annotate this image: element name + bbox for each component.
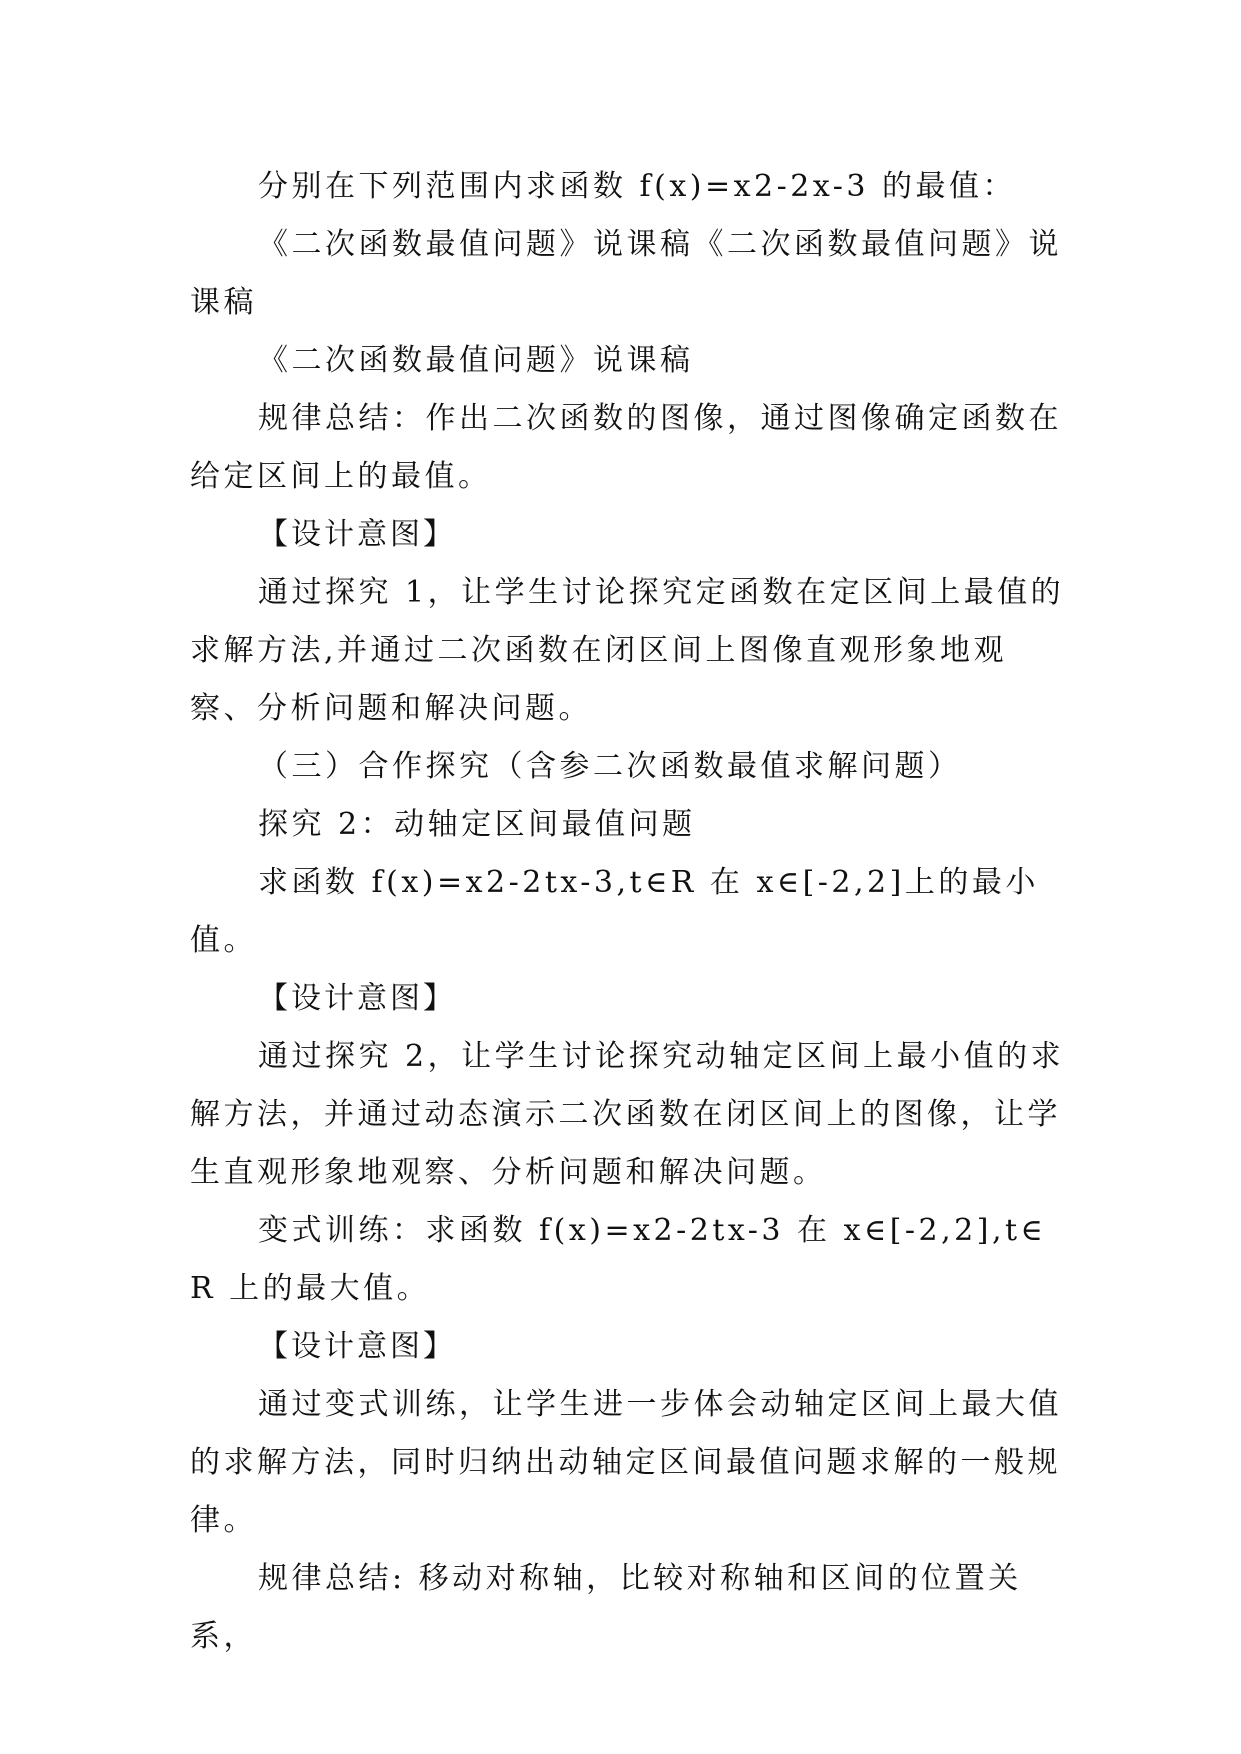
heading-design-intent-2: 【设计意图】 — [258, 981, 456, 1016]
paragraph-section-3: （三）合作探究（含参二次函数最值求解问题） — [258, 749, 962, 784]
paragraph-rule-summary-1: 规律总结：作出二次函数的图像，通过图像确定函数在给定区间上的最值。 — [190, 401, 1062, 494]
heading-design-intent-1: 【设计意图】 — [258, 517, 456, 552]
paragraph-variant-training: 变式训练：求函数 f(x)=x2-2tx-3 在 x∈[-2,2],t∈R 上的最大值。 — [190, 1213, 1047, 1306]
paragraph-rule-summary-2: 规律总结: 移动对称轴，比较对称轴和区间的位置关系， — [190, 1561, 1022, 1654]
paragraph-intro: 分别在下列范围内求函数 f(x)=x2-2x-3 的最值： — [258, 169, 1016, 204]
paragraph-title: 《二次函数最值问题》说课稿 — [258, 343, 694, 378]
document-body — [190, 158, 1070, 1666]
paragraph-title-repeat: 《二次函数最值问题》说课稿《二次函数最值问题》说课稿 — [190, 227, 1062, 320]
paragraph-design-intent-3: 通过变式训练，让学生进一步体会动轴定区间上最大值的求解方法，同时归纳出动轴定区间最值问题求解的一般规律。 — [190, 1387, 1062, 1538]
paragraph-problem-min: 求函数 f(x)=x2-2tx-3,t∈R 在 x∈[-2,2]上的最小值。 — [190, 865, 1039, 958]
paragraph-design-intent-1: 通过探究 1，让学生讨论探究定函数在定区间上最值的求解方法,并通过二次函数在闭区间上图像直观形象地观察、分析问题和解决问题。 — [190, 575, 1065, 726]
heading-design-intent-3: 【设计意图】 — [258, 1329, 456, 1364]
paragraph-design-intent-2: 通过探究 2，让学生讨论探究动轴定区间上最小值的求解方法，并通过动态演示二次函数在闭区间上的图像，让学生直观形象地观察、分析问题和解决问题。 — [190, 1039, 1065, 1190]
paragraph-explore-2: 探究 2：动轴定区间最值问题 — [258, 807, 696, 842]
